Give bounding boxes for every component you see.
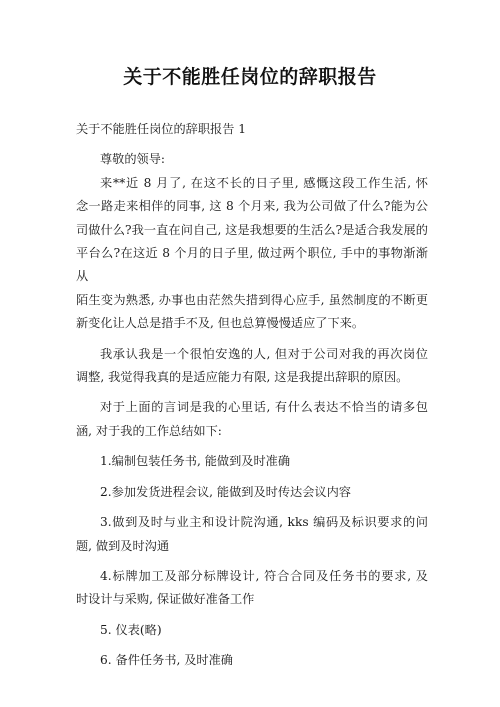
work-item-1	[76, 450, 428, 473]
paragraph-line: 涵, 对于我的工作总结如下:	[76, 423, 222, 438]
list-item: 4.标牌加工及部分标牌设计, 符合合同及任务书的要求, 及	[100, 568, 428, 583]
paragraph-1	[76, 172, 428, 336]
list-item: 6. 备件任务书, 及时准确	[100, 653, 233, 668]
list-item: 5. 仪表(略)	[100, 622, 162, 637]
work-item-5	[76, 619, 428, 642]
document-body	[76, 118, 428, 673]
paragraph-line: 陌生变为熟悉, 办事也由茫然失措到得心应手, 虽然制度的不断更	[76, 292, 428, 307]
paragraph-line: 来**近 8 月了, 在这不长的日子里, 感慨这段工作生活, 怀	[100, 175, 428, 190]
paragraph-line: 我承认我是一个很怕安逸的人, 但对于公司对我的再次岗位	[100, 346, 428, 361]
paragraph-line: 司做什么?我一直在问自己, 这是我想要的生活么?是适合我发展的	[76, 222, 428, 237]
work-item-4	[76, 565, 428, 612]
paragraph-line: 对于上面的言词是我的心里话, 有什么表达不恰当的请多包	[100, 400, 428, 415]
paragraph-line: 平台么?在这近 8 个月的日子里, 做过两个职位, 手中的事物渐渐从	[76, 246, 428, 284]
paragraph-2	[76, 343, 428, 390]
work-item-3	[76, 511, 428, 558]
work-item-6	[76, 649, 428, 672]
work-item-2	[76, 481, 428, 504]
list-item: 3.做到及时与业主和设计院沟通, kks 编码及标识要求的问	[100, 515, 428, 530]
document-subtitle: 关于不能胜任岗位的辞职报告 1	[76, 122, 247, 136]
paragraph-line: 念一路走来相伴的同事, 这 8 个月来, 我为公司做了什么?能为公	[76, 199, 428, 214]
document-title: 关于不能胜任岗位的辞职报告	[123, 66, 377, 88]
paragraph-line: 新变化让人总是措手不及, 但也总算慢慢适应了下来。	[76, 316, 365, 331]
list-item-continuation: 题, 做到及时沟通	[76, 538, 170, 553]
list-item-continuation: 时设计与采购, 保证做好准备工作	[76, 592, 255, 607]
list-item: 1.编制包装任务书, 能做到及时准确	[100, 454, 291, 469]
list-item: 2.参加发货进程会议, 能做到及时传达会议内容	[100, 484, 351, 499]
salutation: 尊敬的领导:	[100, 152, 166, 167]
paragraph-3	[76, 396, 428, 443]
paragraph-line: 调整, 我觉得我真的是适应能力有限, 这是我提出辞职的原因。	[76, 370, 409, 385]
